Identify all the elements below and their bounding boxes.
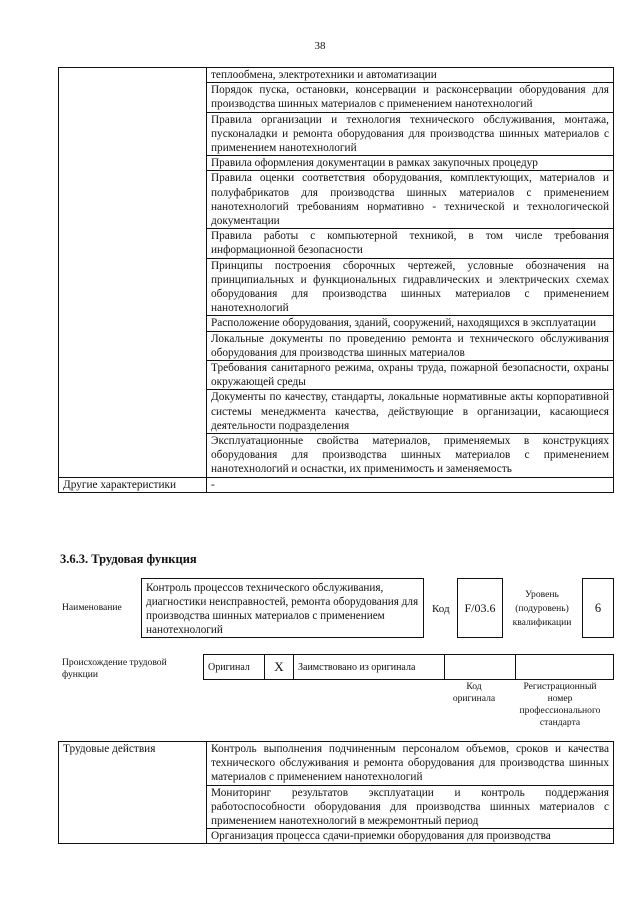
actions-table [58, 741, 614, 844]
knowledge-item: Требования санитарного режима, охраны труда, пожарной безопасности, охраны окружающей среды [207, 361, 614, 390]
knowledge-item: теплообмена, электротехники и автоматизации [207, 68, 614, 83]
knowledge-item: Правила оценки соответствия оборудования, комплектующих, материалов и полуфабрикатов для производства шинных материалов с применением нанотехнологий требованиям нормативно - технической и технологической документации [207, 171, 614, 229]
knowledge-item: Правила организации и технология технического обслуживания, монтажа, пусконаладки и ремонта оборудования для производства шинных материалов с применением нанотехнологий [207, 112, 614, 156]
code-label: Код [432, 603, 450, 615]
origin-table [203, 654, 614, 680]
other-characteristics-value: - [207, 477, 614, 492]
origin-reg-cell [516, 655, 614, 680]
other-characteristics-label: Другие характеристики [59, 477, 207, 492]
action-item: Организация процесса сдачи-приемки оборудования для производства [207, 829, 614, 844]
action-item: Контроль выполнения подчиненным персоналом объемов, сроков и качества технического обслуживания и ремонта оборудования для производства шинных материалов с применением нанотехнологий [207, 742, 614, 786]
knowledge-table [58, 67, 614, 493]
table-row [59, 742, 614, 786]
knowledge-item: Порядок пуска, остановки, консервации и расконсервации оборудования для производства шинных материалов с применением нанотехнологий [207, 83, 614, 112]
table-left-cell [59, 68, 207, 478]
level-value: 6 [582, 578, 614, 638]
knowledge-item: Правила работы с компьютерной техникой, в том числе требования информационной безопасности [207, 229, 614, 258]
level-label: Уровень (подуровень) квалификации [512, 589, 572, 628]
table-row [204, 655, 614, 680]
action-item: Мониторинг результатов эксплуатации и контроль поддержания работоспособности оборудования для производства шинных материалов с применением нанотехнологий в межремонтный период [207, 785, 614, 829]
origin-label: Происхождение трудовой функции [62, 657, 167, 680]
original-mark: X [265, 655, 294, 680]
function-name-box: Контроль процессов технического обслуживания, диагностики неисправностей, ремонта оборудования для производства шинных материалов с применением нанотехнологий [141, 578, 424, 638]
knowledge-item: Правила оформления документации в рамках закупочных процедур [207, 156, 614, 171]
name-label: Наименование [62, 602, 122, 613]
knowledge-item: Эксплуатационные свойства материалов, применяемых в конструкциях оборудования для производства шинных материалов с применением нанотехнологий и оснастки, их применимость и заменяемость [207, 434, 614, 478]
origin-code-cell [445, 655, 516, 680]
knowledge-item: Локальные документы по проведению ремонта и технического обслуживания оборудования для производства шинных материалов [207, 331, 614, 360]
page-number: 38 [314, 40, 326, 52]
code-original-caption: Код оригинала [452, 681, 496, 704]
reg-number-caption: Регистрационный номер профессионального стандарта [519, 681, 601, 728]
original-cell: Оригинал [204, 655, 265, 680]
table-row [59, 68, 614, 83]
table-row [59, 477, 614, 492]
knowledge-item: Расположение оборудования, зданий, сооружений, находящихся в эксплуатации [207, 316, 614, 331]
section-title: 3.6.3. Трудовая функция [60, 552, 197, 566]
knowledge-item: Принципы построения сборочных чертежей, условные обозначения на принципиальных и функциональных гидравлических и электрических схемах оборудования для производства шинных материалов с применением нанотехнологий [207, 258, 614, 316]
knowledge-item: Документы по качеству, стандарты, локальные нормативные акты корпоративной системы менеджмента качества, действующие в организации, касающиеся деятельности подразделения [207, 390, 614, 434]
borrowed-cell: Заимствовано из оригинала [294, 655, 445, 680]
actions-label: Трудовые действия [59, 742, 207, 844]
code-value: F/03.6 [457, 578, 503, 638]
